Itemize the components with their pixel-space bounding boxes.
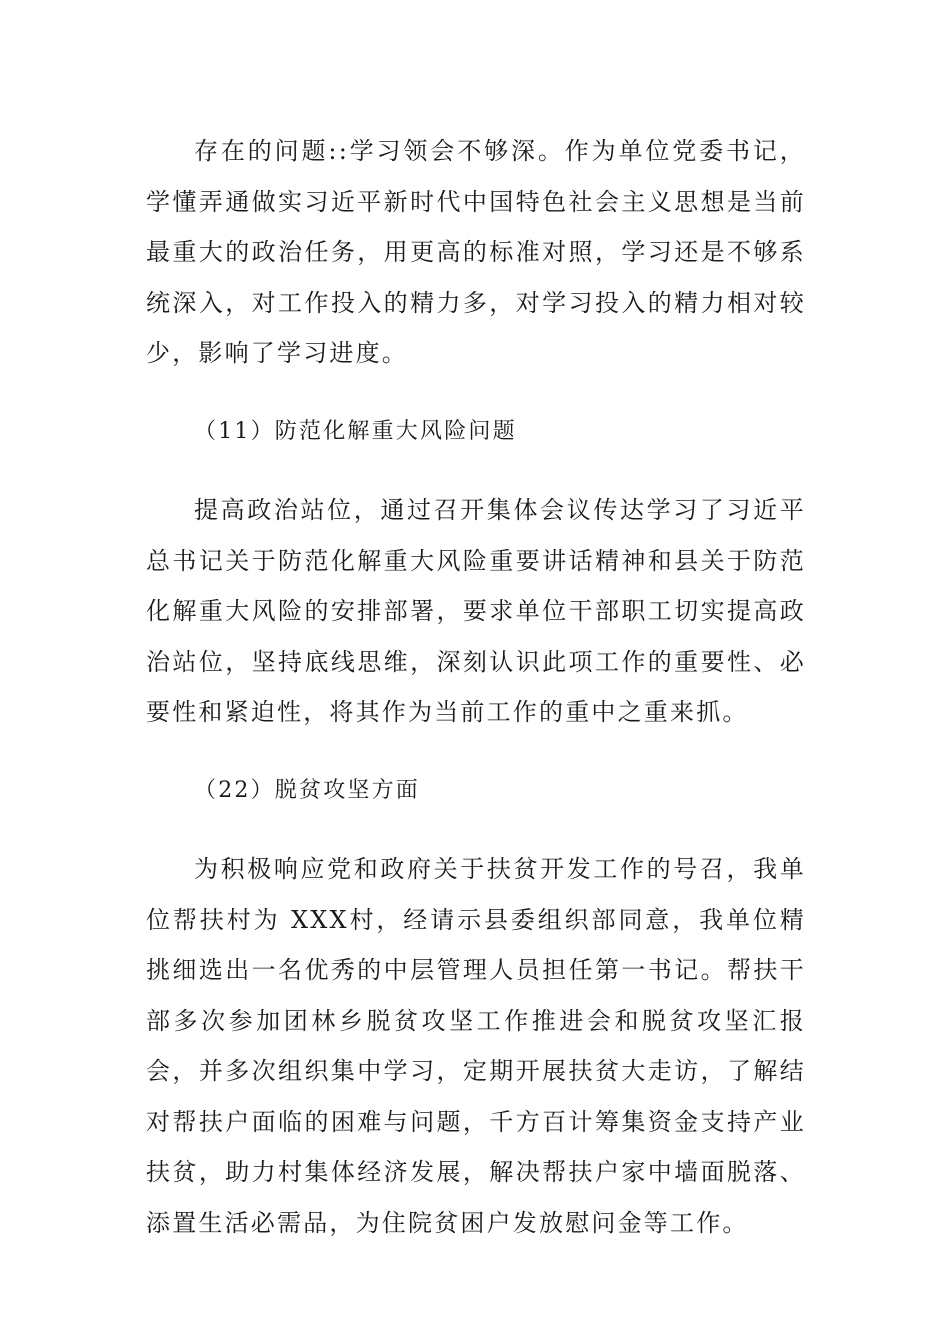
section-heading-risk: （11）防范化解重大风险问题 bbox=[194, 418, 517, 444]
paragraph-poverty: 为积极响应党和政府关于扶贫开发工作的号召，我单位帮扶村为 XXX村，经请示县委组织部同意，我单位精挑细选出一名优秀的中层管理人员担任第一书记。帮扶干部多次参加团林乡脱贫攻坚工作推进会和脱贫攻坚汇报会，并多次组织集中学习，定期开展扶贫大走访，了解结对帮扶户面临的困难与问题，千方百计筹集资金支持产业扶贫，助力村集体经济发展，解决帮扶户家中墙面脱落、添置生活必需品，为住院贫困户发放慰问金等工作。 bbox=[146, 855, 806, 1237]
document-body bbox=[146, 126, 806, 1248]
paragraph-problems: 存在的问题::学习领会不够深。作为单位党委书记，学懂弄通做实习近平新时代中国特色社会主义思想是当前最重大的政治任务，用更高的标准对照，学习还是不够系统深入，对工作投入的精力多，对学习投入的精力相对较少，影响了学习进度。 bbox=[146, 137, 806, 367]
paragraph-risk: 提高政治站位，通过召开集体会议传达学习了习近平总书记关于防范化解重大风险重要讲话精神和县关于防范化解重大风险的安排部署，要求单位干部职工切实提高政治站位，坚持底线思维，深刻认识此项工作的重要性、必要性和紧迫性，将其作为当前工作的重中之重来抓。 bbox=[146, 496, 806, 726]
section-heading-poverty: （22）脱贫攻坚方面 bbox=[194, 777, 420, 803]
